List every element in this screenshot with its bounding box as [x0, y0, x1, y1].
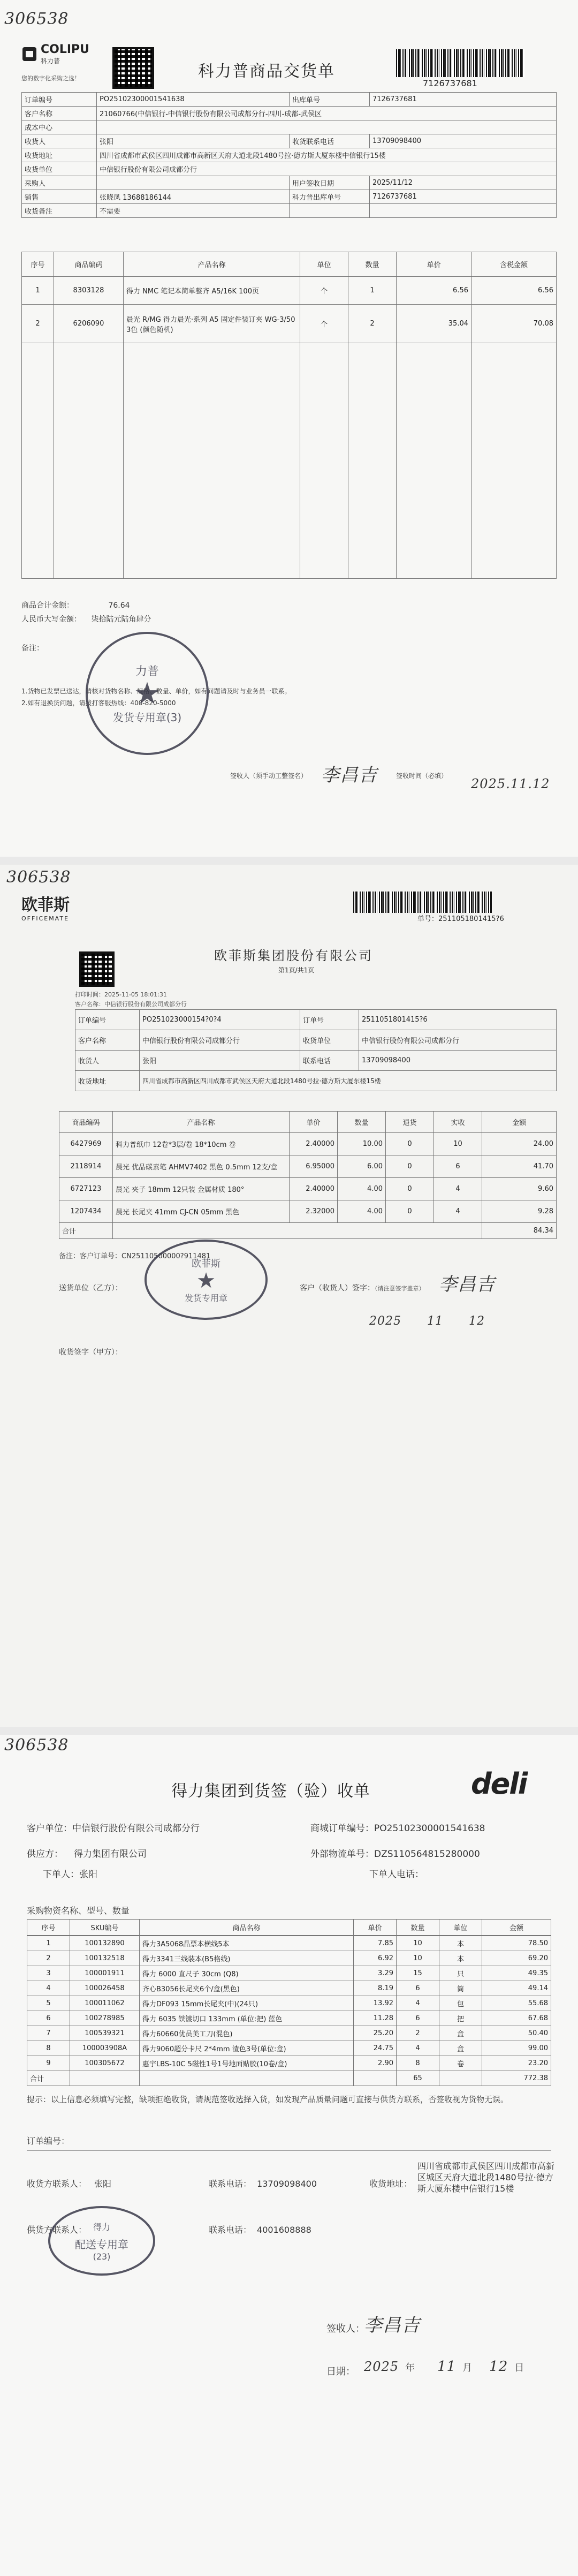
cell: 2.90 — [354, 2056, 397, 2071]
col-seq: 序号 — [22, 252, 54, 277]
handwritten-number: 306538 — [4, 10, 69, 28]
stamp-number: (23) — [93, 2251, 111, 2262]
table-row — [59, 1178, 557, 1200]
cell: 100278985 — [70, 2011, 140, 2026]
cell: 个 — [300, 277, 348, 305]
outbound-no: 7126737681 — [370, 93, 557, 107]
cell: 15 — [397, 1966, 439, 1981]
cell: 8 — [397, 2056, 439, 2071]
items-table — [27, 1919, 551, 1936]
order-note-label: 备注： — [59, 1252, 80, 1260]
label-doc-no: 订单号 — [300, 1010, 359, 1030]
table-row — [27, 1981, 551, 1996]
cell: 2 — [22, 305, 54, 343]
cell: 卷 — [439, 2056, 482, 2071]
col-unit: 单位 — [300, 252, 348, 277]
page-title: 科力普商品交货单 — [198, 62, 335, 81]
label-address: 收货地址 — [75, 1071, 140, 1091]
label-address: 收货地址 — [22, 148, 97, 162]
address: 四川省成都市武侯区四川成都市高新区天府大道北段1480号拉·德方斯大厦东楼中信银行15楼 — [97, 148, 557, 162]
table-row — [27, 2011, 551, 2026]
brand-name: COLIPU — [41, 43, 90, 56]
cell: 得力 6000 直尺子 30cm (Q8) — [140, 1966, 354, 1981]
cell: 2.40000 — [290, 1178, 338, 1200]
receiving-unit: 中信银行股份有限公司成都分行 — [97, 162, 557, 176]
recipient: 张阳 — [140, 1051, 300, 1071]
cell: 得力3341三线装本(B5格线) — [140, 1951, 354, 1966]
cell: 2.32000 — [290, 1200, 338, 1223]
col-qty: 数量 — [338, 1112, 386, 1133]
total-row — [27, 2071, 551, 2086]
table-row — [27, 1936, 551, 1951]
cell: 6.95000 — [290, 1155, 338, 1178]
cell: 6.56 — [397, 277, 471, 305]
col-qty: 数量 — [397, 1920, 439, 1936]
table-row — [27, 2041, 551, 2056]
label-recipient-phone: 收货联系电话 — [290, 134, 370, 148]
note-2: 2.如有退换货问题，请拨打客服热线：400-820-5000 — [21, 699, 176, 707]
supplier-contact-label: 供货方联系人： — [27, 2225, 87, 2235]
remark-label: 备注： — [21, 644, 44, 653]
cell: 4.00 — [338, 1178, 386, 1200]
delivery-stamp — [48, 2206, 155, 2276]
barcode — [396, 49, 524, 77]
cell: 4 — [397, 2041, 439, 2056]
deli-logo: deli — [471, 1767, 527, 1801]
sign-date — [364, 2359, 524, 2375]
cell: 齐心B3056长尾夹6个/盒(黑色) — [140, 1981, 354, 1996]
sign-date-cell: 2025/11/12 — [370, 176, 557, 190]
stamp-bottom-text: 发货专用章(3) — [112, 711, 182, 724]
recipient: 张阳 — [97, 134, 290, 148]
doc-no-cell: 2511051801415?6 — [359, 1010, 557, 1030]
blank — [140, 2071, 354, 2086]
cell: 7.85 — [354, 1936, 397, 1951]
cell: 25.20 — [354, 2026, 397, 2041]
order-no: PO25102300001541638 — [97, 93, 290, 107]
extra-label — [290, 204, 370, 218]
signature: 李昌吉 — [321, 765, 377, 786]
blank — [70, 2071, 140, 2086]
cell: 盒 — [439, 2026, 482, 2041]
date-label: 日期： — [326, 2366, 355, 2377]
brand-slogan: 您的数字化采购之选！ — [21, 75, 80, 82]
cell: 1 — [22, 277, 54, 305]
print-time: 2025-11-05 18:01:31 — [104, 991, 167, 998]
label-sales: 销售 — [22, 190, 97, 204]
cell: 5 — [27, 1996, 70, 2011]
cell: 100026458 — [70, 1981, 140, 1996]
date-year: 2025 — [364, 2359, 399, 2374]
cell: 8303128 — [54, 277, 124, 305]
cell: 3.29 — [354, 1966, 397, 1981]
stamp-star-icon: ★ — [196, 1268, 216, 1293]
cell: 3 — [27, 1966, 70, 1981]
cell: 0 — [386, 1178, 434, 1200]
customer-name: 21060766(中信银行-中信银行股份有限公司成都分行-四川-成都-武侯区 — [97, 107, 557, 120]
brand-name: 欧菲斯 — [21, 896, 70, 915]
col-amount: 含税金额 — [471, 252, 557, 277]
total-value: 76.64 — [108, 601, 130, 610]
cell: 得力 6035 铁镀切口 133mm (单位:把) 蓝色 — [140, 2011, 354, 2026]
stamp-star-icon: ★ — [133, 676, 161, 711]
order-note: 客户订单号：CN25110500000?911481 — [80, 1252, 211, 1260]
sign-date: 2025 11 12 — [369, 1315, 485, 1328]
cell: 个 — [300, 305, 348, 343]
colipu-delivery-note — [0, 0, 578, 857]
contact-phone: 13709098400 — [257, 2179, 317, 2189]
cell: 2 — [397, 2026, 439, 2041]
receiving-unit: 中信银行股份有限公司成都分行 — [359, 1030, 557, 1051]
info-table — [21, 92, 557, 218]
cell: 盒 — [439, 2041, 482, 2056]
order-no: PO251023000154?0?4 — [140, 1010, 300, 1030]
delivery-label: 送货单位（乙方）： — [59, 1284, 123, 1293]
cell: 67.68 — [482, 2011, 551, 2026]
col-code: 商品编码 — [59, 1112, 113, 1133]
cell: 6427969 — [59, 1133, 113, 1155]
cell: 35.04 — [397, 305, 471, 343]
label-colipu-outbound: 科力普出库单号 — [290, 190, 370, 204]
cell: 10.00 — [338, 1133, 386, 1155]
cost-center — [97, 120, 557, 134]
signature: 李昌吉 — [439, 1274, 495, 1295]
cell: 4 — [397, 1996, 439, 2011]
col-return: 退货 — [386, 1112, 434, 1133]
stamp-text: 配送专用章 — [75, 2238, 128, 2251]
supplier-phone: 4001608888 — [257, 2225, 311, 2235]
handwritten-number: 306538 — [4, 1736, 69, 1755]
table-row-empty — [22, 343, 557, 579]
doc-no: 2511051801415?6 — [438, 915, 504, 923]
col-price: 单价 — [354, 1920, 397, 1936]
address-label: 收货地址： — [369, 2179, 413, 2189]
blank — [439, 2071, 482, 2086]
cell: 23.20 — [482, 2056, 551, 2071]
cell: 6.00 — [338, 1155, 386, 1178]
cell: 4 — [434, 1200, 482, 1223]
colipu-logo-icon — [21, 46, 37, 62]
label-receiving-unit: 收货单位 — [22, 162, 97, 176]
order-no-label: 商城订单编号： — [310, 1823, 374, 1834]
sales: 张晓凤 13688186144 — [97, 190, 290, 204]
cell: 6 — [434, 1155, 482, 1178]
customer-line: 客户名称：中信银行股份有限公司成都分行 — [75, 1001, 187, 1008]
page-title: 欧菲斯集团股份有限公司 — [214, 948, 373, 963]
table-row — [22, 277, 557, 305]
cell: 6.56 — [471, 277, 557, 305]
label-customer: 客户名称 — [22, 107, 97, 120]
col-received: 实收 — [434, 1112, 482, 1133]
cell: 100132890 — [70, 1936, 140, 1951]
label-recipient: 收货人 — [75, 1051, 140, 1071]
customer: 中信银行股份有限公司成都分行 — [72, 1823, 200, 1834]
contact: 张阳 — [94, 2179, 112, 2189]
address: 四川省成都市高新区四川成都市武侯区天府大道北段1480号拉·德方斯大厦东楼15楼 — [140, 1071, 557, 1091]
subtitle: 第1页/共1页 — [278, 966, 315, 974]
cell: 晨光 R/MG 得力晨光·系列 A5 固定件装订夹 WG-3/50 3色 (颜色随机) — [124, 305, 300, 343]
cell: 6206090 — [54, 305, 124, 343]
barcode-number: 7126737681 — [423, 78, 477, 88]
remark: 不需要 — [97, 204, 290, 218]
order-unit-label: 订单编号： — [27, 2136, 70, 2146]
deli-receipt — [0, 1735, 578, 2576]
col-sku: SKU编号 — [70, 1920, 140, 1936]
colipu-outbound: 7126737681 — [370, 190, 557, 204]
supplier-phone-label: 联系电话： — [209, 2225, 252, 2235]
cell: 100132518 — [70, 1951, 140, 1966]
date-day: 12 — [489, 2359, 508, 2375]
handwritten-number: 306538 — [6, 868, 71, 887]
supplier: 得力集团有限公司 — [74, 1849, 147, 1860]
recipient-phone: 13709098400 — [370, 134, 557, 148]
label-purchaser: 采购人 — [22, 176, 97, 190]
cell: 惠宇LBS-10C 5磁性1号1号地面贴胶(10卷/盒) — [140, 2056, 354, 2071]
table-row — [59, 1200, 557, 1223]
cell: 55.68 — [482, 1996, 551, 2011]
col-name: 产品名称 — [113, 1112, 290, 1133]
label-order-no: 订单编号 — [75, 1010, 140, 1030]
cell: 晨光 夹子 18mm 12只装 金属材质 180° — [113, 1178, 290, 1200]
brand-cn: 科力普 — [41, 57, 60, 65]
cell: 11.28 — [354, 2011, 397, 2026]
page-title: 得力集团到货签（验）收单 — [171, 1782, 370, 1801]
cell: 0 — [386, 1133, 434, 1155]
contact-label: 收货方联系人： — [27, 2179, 87, 2189]
sign-label: 签收人： — [326, 2323, 365, 2335]
cell: 得力DF093 15mm长尾夹(中)(24只) — [140, 1996, 354, 2011]
extra-label: 收货签字（甲方）： — [59, 1348, 123, 1357]
cell: 2 — [27, 1951, 70, 1966]
cell: 只 — [439, 1966, 482, 1981]
cell: 70.08 — [471, 305, 557, 343]
items-table — [59, 1111, 557, 1239]
section-label: 采购物资名称、型号、数量 — [27, 1906, 130, 1916]
cell: 2 — [348, 305, 397, 343]
extra-value — [370, 204, 557, 218]
total-label: 商品合计金额： — [21, 601, 74, 610]
date-day-label: 日 — [514, 2362, 524, 2374]
cell: 得力3A5068晶票本横线5本 — [140, 1936, 354, 1951]
cell: 得力60660优员美工刀(混色) — [140, 2026, 354, 2041]
cell: 科力普纸巾 12卷*3层/卷 18*10cm 卷 — [113, 1133, 290, 1155]
cell: 晨光 长尾夹 41mm CJ-CN 05mm 黑色 — [113, 1200, 290, 1223]
cell: 6 — [397, 1981, 439, 1996]
label-remark: 收货备注 — [22, 204, 97, 218]
label-customer: 客户名称 — [75, 1030, 140, 1051]
address: 四川省成都市武侯区四川成都市高新区城区天府大道北段1480号拉·德方斯大厦东楼中信银行15楼 — [417, 2161, 555, 2194]
cell: 2118914 — [59, 1155, 113, 1178]
cell: 100001911 — [70, 1966, 140, 1981]
cell: 9.28 — [482, 1200, 557, 1223]
order-no: PO25102300001541638 — [374, 1823, 485, 1834]
qr-code — [112, 47, 154, 89]
brand-en: OFFICEMATE — [21, 915, 70, 922]
note-1: 1.货物已发票已送达，请核对货物名称、规格、数量、单价，如有问题请及时与业务员一联系。 — [21, 688, 291, 695]
label-receiving-unit: 收货单位 — [300, 1030, 359, 1051]
label-cost-center: 成本中心 — [22, 120, 97, 134]
cell: 49.14 — [482, 1981, 551, 1996]
sign-label: 签收人（须手动工整签名） — [230, 772, 308, 780]
total-row — [59, 1223, 557, 1239]
cell: 1 — [27, 1936, 70, 1951]
cell: 9 — [27, 2056, 70, 2071]
print-label: 打印时间： — [75, 991, 104, 998]
customer-name: 中信银行股份有限公司成都分行 — [140, 1030, 300, 1051]
cell: 本 — [439, 1936, 482, 1951]
col-unit: 单位 — [439, 1920, 482, 1936]
cell: 1207434 — [59, 1200, 113, 1223]
label-order-no: 订单编号 — [22, 93, 97, 107]
col-code: 商品编码 — [54, 252, 124, 277]
qr-code — [79, 951, 115, 987]
cell: 100539321 — [70, 2026, 140, 2041]
label-phone: 联系电话 — [300, 1051, 359, 1071]
cell: 2.40000 — [290, 1133, 338, 1155]
cell: 把 — [439, 2011, 482, 2026]
delivery-stamp — [86, 632, 209, 755]
cell: 得力9060超分卡尺 2*4mm 渣色3号(单位:盒) — [140, 2041, 354, 2056]
sign-note: （请注意签字盖章） — [375, 1285, 425, 1292]
recv-person-label: 下单人： — [43, 1869, 79, 1880]
cell: 9.60 — [482, 1178, 557, 1200]
cell: 筒 — [439, 1981, 482, 1996]
table-row — [22, 305, 557, 343]
cell: 6.92 — [354, 1951, 397, 1966]
cell: 100003908A — [70, 2041, 140, 2056]
ext-no-label: 外部物流单号： — [310, 1849, 374, 1860]
cell: 10 — [434, 1133, 482, 1155]
cell: 41.70 — [482, 1155, 557, 1178]
table-row — [59, 1155, 557, 1178]
customer-label: 客户单位： — [27, 1823, 72, 1834]
purchaser — [97, 176, 290, 190]
col-amount: 金额 — [482, 1920, 551, 1936]
stamp-top-text: 欧菲斯 — [192, 1258, 220, 1270]
label-sign-date: 用户签收日期 — [290, 176, 370, 190]
sign-date: 2025.11.12 — [471, 776, 550, 791]
total-amount: 84.34 — [482, 1223, 557, 1239]
stamp-bottom-text: 发货专用章 — [184, 1293, 227, 1303]
cell: 8.19 — [354, 1981, 397, 1996]
label-outbound-no: 出库单号 — [290, 93, 370, 107]
date-year-label: 年 — [405, 2362, 415, 2374]
label-recipient: 收货人 — [22, 134, 97, 148]
cell: 包 — [439, 1996, 482, 2011]
cell: 24.00 — [482, 1133, 557, 1155]
receiver-label: 客户（收货人）签字： — [300, 1284, 375, 1293]
stamp-top-text: 得力 — [93, 2222, 110, 2232]
table-row — [27, 1951, 551, 1966]
cell: 50.40 — [482, 2026, 551, 2041]
cell: 99.00 — [482, 2041, 551, 2056]
cell: 4.00 — [338, 1200, 386, 1223]
total-amount: 772.38 — [482, 2071, 551, 2086]
cell: 1 — [348, 277, 397, 305]
cell: 晨光 优品碳素笔 AHMV7402 黑色 0.5mm 12支/盒 — [113, 1155, 290, 1178]
colipu-logo — [21, 43, 89, 65]
cell: 100305672 — [70, 2056, 140, 2071]
total-label: 合计 — [27, 2071, 70, 2086]
cell: 78.50 — [482, 1936, 551, 1951]
cell: 6 — [27, 2011, 70, 2026]
officemate-delivery-note — [0, 865, 578, 1727]
table-row — [27, 2056, 551, 2071]
table-row — [27, 1966, 551, 1981]
blank — [354, 2071, 397, 2086]
col-qty: 数量 — [348, 252, 397, 277]
table-row — [59, 1133, 557, 1155]
info-table — [75, 1009, 557, 1091]
cell: 0 — [386, 1155, 434, 1178]
officemate-logo — [21, 892, 70, 922]
cell: 7 — [27, 2026, 70, 2041]
col-name: 产品名称 — [124, 252, 300, 277]
recv-person: 张阳 — [79, 1869, 97, 1880]
date-month-label: 月 — [462, 2362, 473, 2374]
total-cn-label: 人民币大写金额： — [21, 615, 81, 624]
contact-phone-label: 联系电话： — [209, 2179, 252, 2189]
table-row — [27, 2026, 551, 2041]
col-seq: 序号 — [27, 1920, 70, 1936]
cell: 10 — [397, 1951, 439, 1966]
cell: 13.92 — [354, 1996, 397, 2011]
cell: 49.35 — [482, 1966, 551, 1981]
cell: 4 — [434, 1178, 482, 1200]
notice: 提示：以上信息必须填写完整，缺项拒绝收货，请规范签收选择入货，如发现产品质量问题可直接与供货方联系，否签收视为货物无误。 — [27, 2095, 509, 2104]
cell: 24.75 — [354, 2041, 397, 2056]
cell: 69.20 — [482, 1951, 551, 1966]
signature: 李昌吉 — [364, 2315, 420, 2336]
table-row — [27, 1996, 551, 2011]
doc-no-label: 单号： — [417, 915, 439, 923]
divider — [27, 2150, 551, 2151]
ext-no: DZS110564815280000 — [374, 1849, 480, 1860]
total-qty: 65 — [397, 2071, 439, 2086]
cell: 100011062 — [70, 1996, 140, 2011]
total-cn: 柒拾陆元陆角肆分 — [91, 615, 151, 624]
items-table — [21, 252, 557, 579]
total-label: 合计 — [59, 1223, 113, 1239]
orderer-label: 下单人电话： — [369, 1869, 424, 1880]
cell: 4 — [27, 1981, 70, 1996]
items-body — [27, 1936, 551, 2086]
col-price: 单价 — [290, 1112, 338, 1133]
cell: 6727123 — [59, 1178, 113, 1200]
supplier-label: 供应方： — [27, 1849, 63, 1860]
sign-date-label: 签收时间（必填） — [396, 772, 448, 780]
delivery-stamp — [144, 1240, 268, 1320]
col-name: 商品名称 — [140, 1920, 354, 1936]
cell: 本 — [439, 1951, 482, 1966]
stamp-top-text: 力普 — [135, 665, 159, 678]
col-price: 单价 — [397, 252, 471, 277]
cell: 8 — [27, 2041, 70, 2056]
barcode — [353, 892, 492, 913]
cell: 6 — [397, 2011, 439, 2026]
cell: 得力 NMC 笔记本简单整齐 A5/16K 100页 — [124, 277, 300, 305]
phone: 13709098400 — [359, 1051, 557, 1071]
col-amount: 金额 — [482, 1112, 557, 1133]
cell: 0 — [386, 1200, 434, 1223]
date-month: 11 — [437, 2359, 457, 2375]
cell: 10 — [397, 1936, 439, 1951]
